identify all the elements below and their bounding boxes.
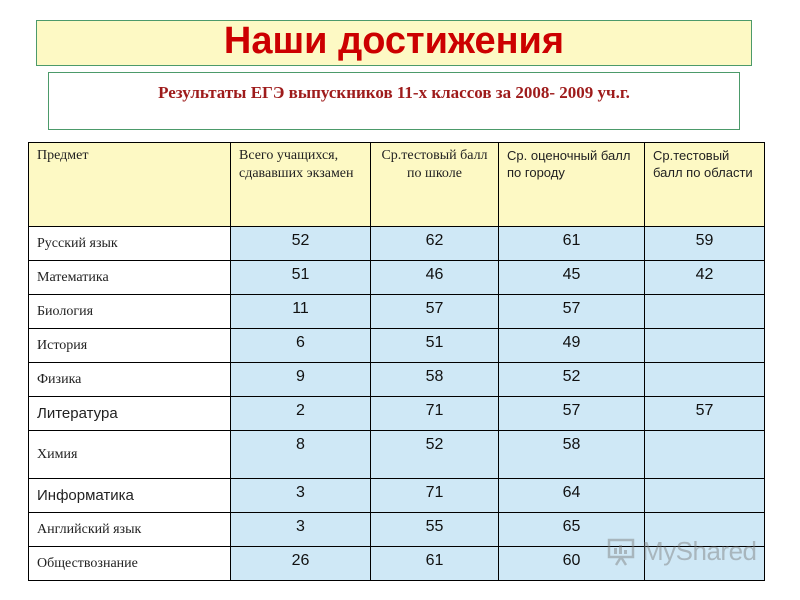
cell-total: 51 [231, 261, 371, 295]
cell-school: 55 [371, 513, 499, 547]
table-header-row [29, 143, 765, 227]
watermark-text: MyShared [642, 536, 757, 566]
cell-school: 51 [371, 329, 499, 363]
header-subject: Предмет [29, 143, 231, 227]
cell-school: 52 [371, 431, 499, 479]
table-row [29, 431, 765, 479]
table-row [29, 479, 765, 513]
cell-region [645, 479, 765, 513]
cell-total: 8 [231, 431, 371, 479]
header-school-avg: Ср.тестовый балл по школе [371, 143, 499, 227]
header-city-avg: Ср. оценочный балл по городу [499, 143, 645, 227]
cell-region [645, 431, 765, 479]
cell-school: 46 [371, 261, 499, 295]
presentation-board-icon [606, 537, 636, 567]
cell-region [645, 329, 765, 363]
cell-region: 42 [645, 261, 765, 295]
header-total: Всего учащихся, сдававших экзамен [231, 143, 371, 227]
cell-subject: История [29, 329, 231, 363]
cell-total: 52 [231, 227, 371, 261]
cell-city: 60 [499, 547, 645, 581]
cell-total: 9 [231, 363, 371, 397]
cell-city: 49 [499, 329, 645, 363]
cell-school: 58 [371, 363, 499, 397]
cell-region: 57 [645, 397, 765, 431]
page-subtitle: Результаты ЕГЭ выпускников 11-х классов за 2008- 2009 уч.г. [158, 83, 630, 102]
table-row [29, 295, 765, 329]
page-title: Наши достижения [223, 20, 565, 62]
title-banner [36, 20, 752, 66]
results-table [28, 142, 765, 581]
cell-subject: Математика [29, 261, 231, 295]
cell-region [645, 295, 765, 329]
cell-school: 61 [371, 547, 499, 581]
header-region-avg: Ср.тестовый балл по области [645, 143, 765, 227]
cell-subject: Русский язык [29, 227, 231, 261]
cell-region [645, 363, 765, 397]
cell-subject: Химия [29, 431, 231, 479]
cell-subject: Информатика [29, 479, 231, 513]
table-row [29, 329, 765, 363]
cell-total: 11 [231, 295, 371, 329]
table-row [29, 227, 765, 261]
subtitle-banner [48, 72, 740, 130]
cell-city: 57 [499, 397, 645, 431]
cell-city: 61 [499, 227, 645, 261]
cell-city: 45 [499, 261, 645, 295]
cell-school: 71 [371, 397, 499, 431]
cell-subject: Физика [29, 363, 231, 397]
cell-total: 6 [231, 329, 371, 363]
cell-city: 58 [499, 431, 645, 479]
cell-city: 65 [499, 513, 645, 547]
cell-subject: Обществознание [29, 547, 231, 581]
cell-school: 57 [371, 295, 499, 329]
cell-school: 71 [371, 479, 499, 513]
table-row [29, 261, 765, 295]
cell-total: 3 [231, 479, 371, 513]
table-row [29, 363, 765, 397]
cell-region: 59 [645, 227, 765, 261]
cell-total: 2 [231, 397, 371, 431]
watermark [606, 536, 757, 567]
cell-city: 52 [499, 363, 645, 397]
cell-subject: Литература [29, 397, 231, 431]
cell-school: 62 [371, 227, 499, 261]
cell-city: 64 [499, 479, 645, 513]
cell-subject: Английский язык [29, 513, 231, 547]
cell-subject: Биология [29, 295, 231, 329]
cell-city: 57 [499, 295, 645, 329]
cell-total: 3 [231, 513, 371, 547]
cell-total: 26 [231, 547, 371, 581]
table-row [29, 397, 765, 431]
